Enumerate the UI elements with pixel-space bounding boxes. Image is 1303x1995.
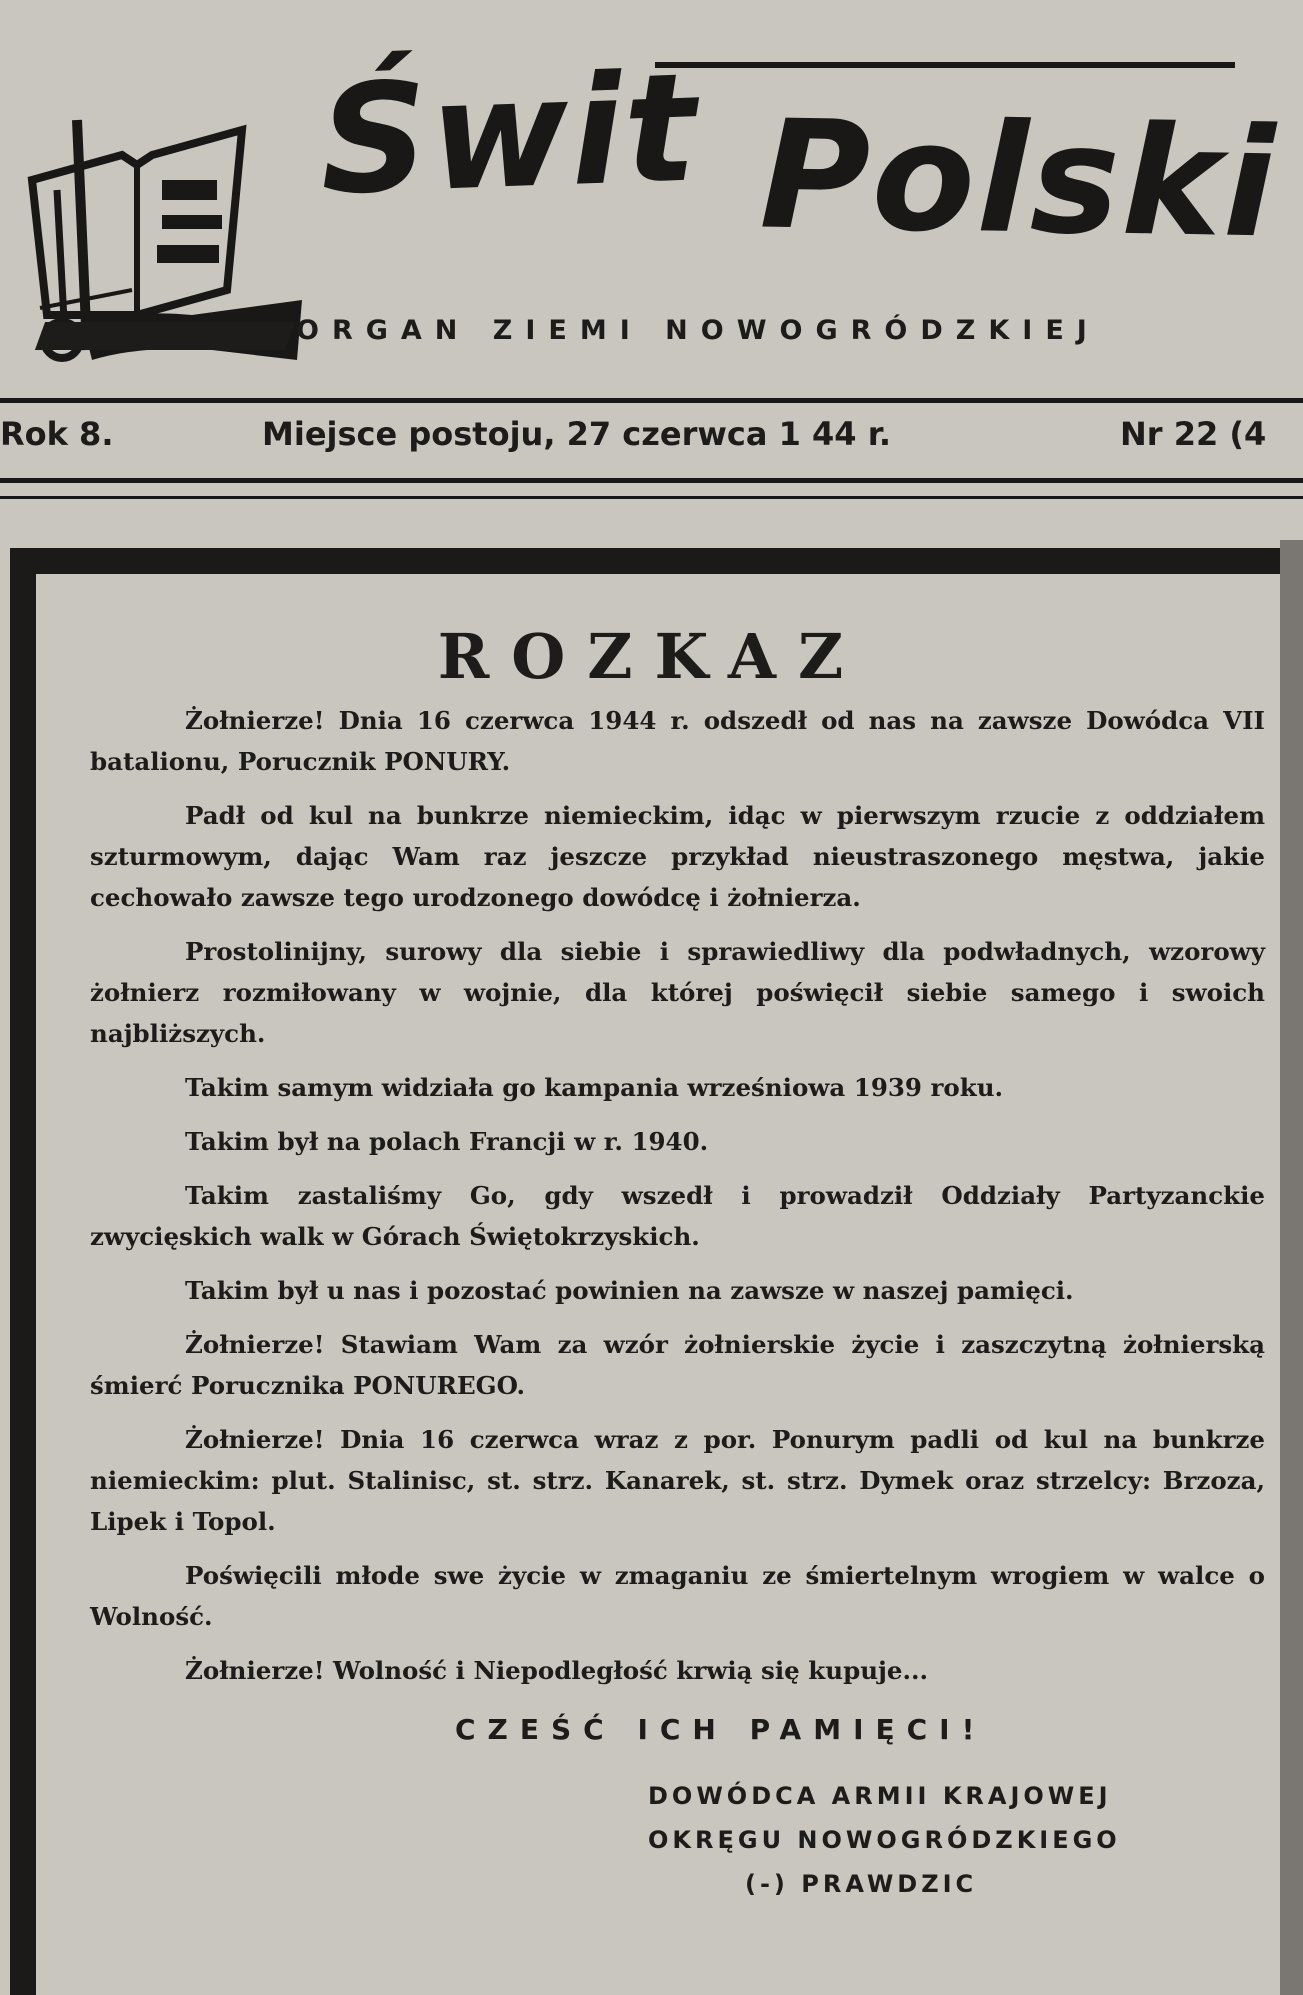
article-paragraph: Żołnierze! Dnia 16 czerwca wraz z por. Ponurym padli od kul na bunkrze niemieckim: plut. Stalinisc, st. strz. Kanarek, st. strz. Dymek oraz strzelcy: Brzoza, Lipek i Topol. [90,1425,1265,1536]
masthead-title-part2: Polski [758,88,1279,272]
masthead-rule-bottom [0,478,1303,483]
place-date: Miejsce postoju, 27 czerwca 1 44 r. [262,415,892,453]
article-paragraph: Takim był na polach Francji w r. 1940. [185,1127,709,1156]
article-paragraph: Takim zastaliśmy Go, gdy wszedł i prowadził Oddziały Partyzanckie zwycięskich walk w Górach Świętokrzyskich. [90,1181,1265,1251]
article-paragraph: Żołnierze! Dnia 16 czerwca 1944 r. odszedł od nas na zawsze Dowódca VII batalionu, Porucznik PONURY. [90,706,1265,776]
article-paragraph: Takim był u nas i pozostać powinien na zawsze w naszej pamięci. [185,1276,1074,1305]
article-paragraph: Padł od kul na bunkrze niemieckim, idąc w pierwszym rzucie z oddziałem szturmowym, dając Wam raz jeszcze przykład nieustraszonego męstwa, jakie cechowało zawsze tego urodzonego dowódcę i żołnierza. [90,801,1265,912]
issue-number: Nr 22 (4 [1120,415,1267,453]
signature-line-3: (-) PRAWDZIC [745,1870,978,1898]
article-paragraph: Takim samym widziała go kampania wrześniowa 1939 roku. [185,1073,1004,1102]
masthead [0,0,1303,540]
title-rule [655,62,1235,68]
article-paragraph: Żołnierze! Stawiam Wam za wzór żołnierskie życie i zaszczytną żołnierską śmierć Porucznika PONUREGO. [90,1330,1265,1400]
article-heading: ROZKAZ [437,620,866,693]
article-body [90,700,1265,1704]
article-paragraph: Prostolinijny, surowy dla siebie i sprawiedliwy dla podwładnych, wzorowy żołnierz rozmiłowany w wojnie, dla której poświęcił siebie samego i swoich najbliższych. [90,937,1265,1048]
masthead-subtitle: ORGAN ZIEMI NOWOGRÓDZKIEJ [296,315,1100,346]
closing-line: CZEŚĆ ICH PAMIĘCI! [455,1713,987,1746]
masthead-rule-thin [0,496,1303,499]
subtitle-bar [35,322,295,350]
year-label: Rok 8. [0,415,114,453]
signature-line-1: DOWÓDCA ARMII KRAJOWEJ [648,1782,1112,1810]
page-edge-shadow [1280,540,1303,1995]
issue-info-row [0,415,1303,465]
masthead-rule-top [0,398,1303,403]
article-paragraph: Poświęcili młode swe życie w zmaganiu ze śmiertelnym wrogiem w walce o Wolność. [90,1561,1265,1631]
article-paragraph: Żołnierze! Wolność i Niepodległość krwią się kupuje... [185,1656,929,1685]
masthead-title-part1: Świt [317,41,701,229]
signature-line-2: OKRĘGU NOWOGRÓDZKIEGO [648,1826,1121,1854]
